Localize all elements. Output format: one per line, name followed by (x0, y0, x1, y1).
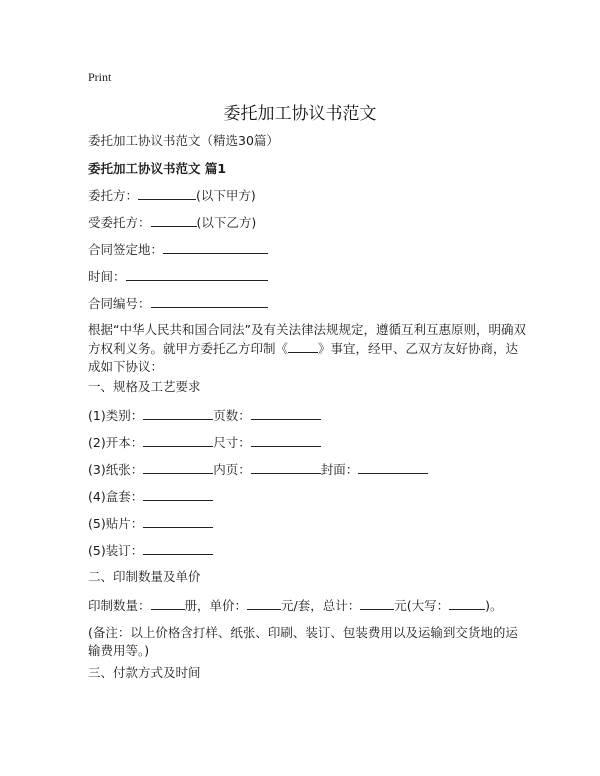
place-label: 合同签定地： (88, 242, 164, 257)
client-label: 委托方： (88, 188, 139, 203)
binding-label: (5)装订： (88, 543, 144, 558)
intro-text-end: 》事宜，经甲、乙双方友好协商，达成如下协议： (88, 341, 519, 374)
number-label: 合同编号： (88, 296, 151, 311)
time-blank (126, 267, 268, 281)
spec-line-1 (88, 406, 321, 425)
cover-label: 封面： (320, 462, 359, 477)
category-label: (1)类别： (88, 408, 144, 423)
quantity-line (88, 596, 503, 615)
spec-line-2 (88, 433, 321, 452)
spec-line-6 (88, 541, 213, 560)
total-blank (360, 596, 394, 610)
qty-label: 印制数量： (88, 598, 151, 613)
section2-heading: 二、印制数量及单价 (88, 569, 201, 584)
contractor-line (88, 213, 256, 232)
qty-unit: 册，单价： (184, 598, 248, 613)
client-suffix: (以下甲方) (196, 188, 256, 203)
paper-blank (143, 460, 213, 474)
spec-line-3 (88, 460, 428, 479)
inner-blank (251, 460, 321, 474)
intro-text-start: 根据“中华人民共和国合同法”及有关法律法规规定，遵循互利互惠原则，明确双方权利义务。就甲方委托乙方印制《 (88, 322, 526, 356)
total-end: )。 (485, 598, 503, 613)
category-blank (143, 406, 213, 420)
pages-blank (251, 406, 321, 420)
price-blank (247, 596, 281, 610)
spec-line-5 (88, 514, 213, 533)
inner-label: 内页： (213, 462, 251, 477)
sticker-blank (143, 514, 213, 528)
section2-note: (备注：以上价格含打样、纸张、印刷、装订、包装费用以及运输到交货地的运输费用等。) (88, 625, 518, 658)
size-label: 尺寸： (213, 435, 251, 450)
time-label: 时间： (88, 269, 126, 284)
total-words-blank (449, 596, 485, 610)
time-line (88, 267, 268, 286)
box-blank (143, 487, 213, 501)
contractor-blank (151, 213, 197, 227)
box-label: (4)盒套： (88, 489, 144, 504)
print-label: Print (88, 70, 112, 84)
client-blank (138, 186, 196, 200)
cover-blank (358, 460, 428, 474)
number-blank (151, 294, 268, 308)
document-subtitle: 委托加工协议书范文（精选30篇） (88, 133, 279, 148)
intro-blank (288, 339, 318, 353)
format-blank (143, 433, 213, 447)
price-unit: 元/套，总计： (281, 598, 361, 613)
number-line (88, 294, 268, 313)
document-title: 委托加工协议书范文 (223, 104, 377, 124)
pages-label: 页数： (213, 408, 251, 423)
size-blank (251, 433, 321, 447)
client-line (88, 186, 256, 205)
contractor-label: 受委托方： (88, 215, 151, 230)
place-line (88, 240, 268, 259)
total-unit: 元(大写： (394, 598, 450, 613)
contractor-suffix: (以下乙方) (196, 215, 257, 230)
section3-heading: 三、付款方式及时间 (88, 665, 201, 680)
place-blank (163, 240, 268, 254)
qty-blank (151, 596, 185, 610)
section-heading: 委托加工协议书范文 篇1 (88, 161, 227, 176)
format-label: (2)开本： (88, 435, 144, 450)
sticker-label: (5)贴片： (88, 516, 144, 531)
section1-heading: 一、规格及工艺要求 (88, 379, 201, 394)
spec-line-4 (88, 487, 213, 506)
intro-paragraph (88, 321, 526, 376)
binding-blank (143, 541, 213, 555)
paper-label: (3)纸张： (88, 462, 144, 477)
